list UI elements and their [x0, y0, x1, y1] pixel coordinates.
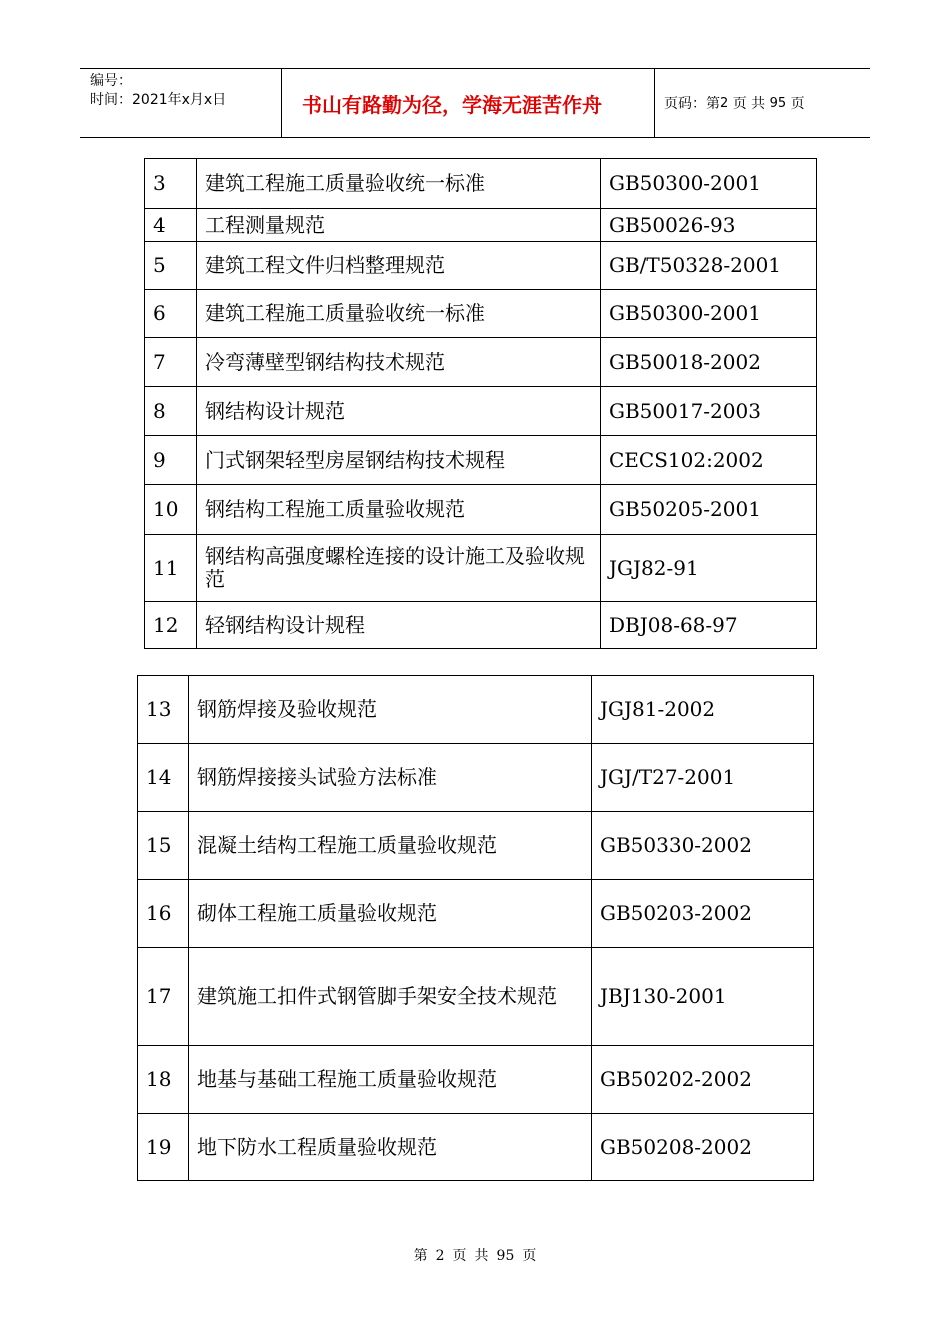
standard-name: 钢筋焊接及验收规范	[189, 676, 592, 744]
row-number: 16	[138, 880, 189, 948]
footer-page-number: 2	[435, 1248, 445, 1264]
standard-code: GB50208-2002	[592, 1114, 814, 1181]
standard-name: 钢结构高强度螺栓连接的设计施工及验收规范	[197, 535, 601, 602]
standards-table-2	[137, 675, 814, 1181]
page-header	[80, 68, 870, 138]
page-mid: 页 共	[732, 96, 766, 112]
row-number: 17	[138, 948, 189, 1046]
standard-code: GB50300-2001	[601, 159, 817, 209]
table-row	[145, 159, 817, 209]
table-row	[145, 535, 817, 602]
standard-name: 建筑工程施工质量验收统一标准	[197, 159, 601, 209]
standard-code: JBJ130-2001	[592, 948, 814, 1046]
standard-code: GB50300-2001	[601, 290, 817, 338]
row-number: 18	[138, 1046, 189, 1114]
row-number: 4	[145, 209, 197, 242]
header-motto: 书山有路勤为径，学海无涯苦作舟	[282, 69, 655, 137]
footer-t2: 页	[452, 1248, 467, 1264]
table-row	[138, 1114, 814, 1181]
table-row	[138, 880, 814, 948]
standard-code: DBJ08-68-97	[601, 602, 817, 649]
time-label: 时间：2021年x月x日	[90, 92, 227, 108]
table-row	[138, 948, 814, 1046]
standard-code: GB50203-2002	[592, 880, 814, 948]
table-row	[145, 290, 817, 338]
standard-name: 工程测量规范	[197, 209, 601, 242]
footer-t3: 共	[474, 1248, 489, 1264]
standard-name: 钢结构设计规范	[197, 387, 601, 436]
table-row	[145, 436, 817, 485]
footer-page-total: 95	[496, 1248, 515, 1264]
row-number: 12	[145, 602, 197, 649]
table-row	[145, 209, 817, 242]
standard-code: GB50026-93	[601, 209, 817, 242]
table-row	[138, 744, 814, 812]
table-row	[145, 485, 817, 535]
standard-code: JGJ/T27-2001	[592, 744, 814, 812]
page-total: 95	[769, 95, 787, 111]
table-row	[145, 602, 817, 649]
row-number: 6	[145, 290, 197, 338]
table-row	[138, 676, 814, 744]
table-row	[138, 1046, 814, 1114]
header-page-info	[655, 69, 870, 137]
page-footer	[0, 1245, 950, 1265]
standard-name: 钢结构工程施工质量验收规范	[197, 485, 601, 535]
standard-name: 冷弯薄壁型钢结构技术规范	[197, 338, 601, 387]
standard-name: 混凝土结构工程施工质量验收规范	[189, 812, 592, 880]
page-label: 页码：第	[664, 96, 720, 112]
row-number: 5	[145, 242, 197, 290]
standard-name: 建筑工程文件归档整理规范	[197, 242, 601, 290]
serial-label: 编号：	[90, 73, 132, 89]
row-number: 9	[145, 436, 197, 485]
row-number: 10	[145, 485, 197, 535]
standard-name: 钢筋焊接接头试验方法标准	[189, 744, 592, 812]
table-row	[145, 242, 817, 290]
row-number: 3	[145, 159, 197, 209]
table-row	[138, 812, 814, 880]
row-number: 15	[138, 812, 189, 880]
standards-table-1	[144, 158, 817, 649]
row-number: 11	[145, 535, 197, 602]
standard-name: 门式钢架轻型房屋钢结构技术规程	[197, 436, 601, 485]
standard-name: 地下防水工程质量验收规范	[189, 1114, 592, 1181]
header-meta	[80, 69, 282, 137]
standard-code: GB50205-2001	[601, 485, 817, 535]
footer-t4: 页	[522, 1248, 537, 1264]
row-number: 19	[138, 1114, 189, 1181]
standard-code: GB50330-2002	[592, 812, 814, 880]
page-end: 页	[790, 96, 805, 112]
table-row	[145, 387, 817, 436]
row-number: 8	[145, 387, 197, 436]
standard-name: 建筑工程施工质量验收统一标准	[197, 290, 601, 338]
standard-code: GB/T50328-2001	[601, 242, 817, 290]
row-number: 7	[145, 338, 197, 387]
footer-t1: 第	[413, 1248, 428, 1264]
row-number: 14	[138, 744, 189, 812]
standard-code: JGJ81-2002	[592, 676, 814, 744]
standard-name: 地基与基础工程施工质量验收规范	[189, 1046, 592, 1114]
row-number: 13	[138, 676, 189, 744]
standard-name: 砌体工程施工质量验收规范	[189, 880, 592, 948]
standard-code: JGJ82-91	[601, 535, 817, 602]
standard-name: 建筑施工扣件式钢管脚手架安全技术规范	[189, 948, 592, 1046]
page-number: 2	[720, 95, 729, 111]
standard-code: GB50202-2002	[592, 1046, 814, 1114]
standard-code: GB50017-2003	[601, 387, 817, 436]
standard-code: CECS102:2002	[601, 436, 817, 485]
standard-name: 轻钢结构设计规程	[197, 602, 601, 649]
table-row	[145, 338, 817, 387]
standard-code: GB50018-2002	[601, 338, 817, 387]
